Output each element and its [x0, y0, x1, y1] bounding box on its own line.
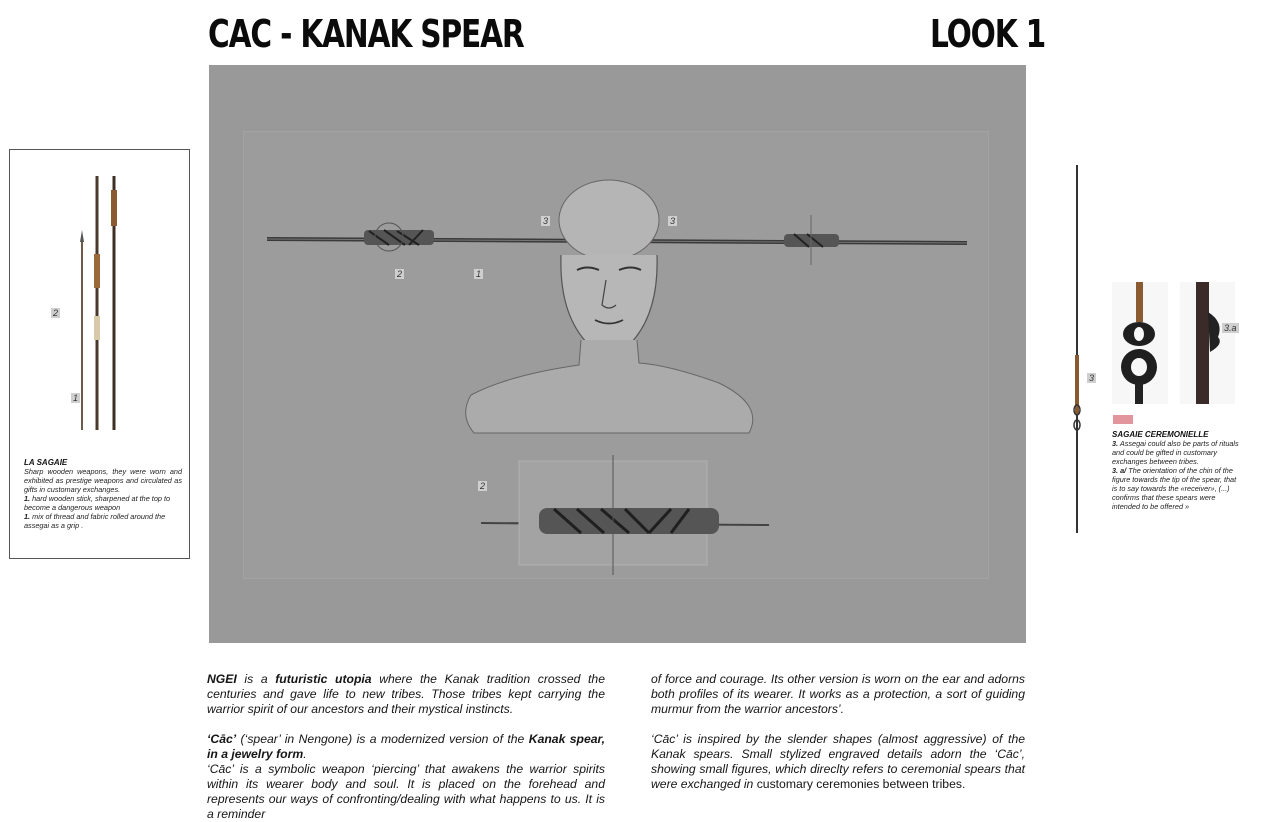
paragraph-force: of force and courage. Its other version is worn on the ear and adorns both profiles of its wearer. It works as a protection, a sort of guiding murmur from the warrior ancestors’. [651, 672, 1025, 716]
sagaie-item-1 [24, 494, 182, 512]
figure-carving-profile [1180, 282, 1235, 404]
text: where the Kanak tradition crossed the centuries and gave life to new tribes. Those tribes kept carrying the warrior spirit of our ancestors and their mystical instincts. [207, 672, 605, 716]
item-text: The orientation of the chin of the figure towards the tip of the spear, that is to say towards the «receiver», (...) confirms that these spears were intended to be offered » [1112, 466, 1237, 511]
label-2-grip: 2 [397, 269, 403, 279]
sagaie-caption [24, 458, 182, 530]
sagaie-title: LA SAGAIE [24, 458, 68, 467]
ceremonial-item-1 [1112, 439, 1242, 466]
item-text: Assegai could also be parts of rituals and could be gifted in customary exchanges between tribes. [1112, 439, 1239, 466]
text: (‘spear’ in Nengone) is a modernized version of the [236, 732, 529, 746]
item-number: 1. [24, 512, 31, 521]
accent-swatch [1113, 415, 1133, 424]
label-3-right: 3 [670, 216, 676, 226]
figure-carving-front [1112, 282, 1168, 404]
sagaie-photo [10, 150, 191, 450]
label-2-detail: 2 [480, 481, 486, 491]
text: . [303, 747, 307, 761]
look-label: LOOK 1 [930, 12, 1046, 56]
emphasis: NGEI [207, 672, 237, 686]
label-3-left: 3 [543, 216, 549, 226]
label-3a: 3.a [1224, 323, 1237, 333]
text: ‘Cāc’ is inspired by the slender shapes (almost aggressive) of the Kanak spears. Small stylized engraved details adorn the ‘Cāc’, showing small figures, which direclty refers to ceremonial spears that were exchanged in [651, 732, 1025, 791]
ceremonial-title: SAGAIE CEREMONIELLE [1112, 430, 1209, 439]
label-1: 1 [73, 393, 79, 403]
item-text: hard wooden stick, sharpened at the top to become a dangerous weapon [24, 494, 171, 512]
main-illustration [209, 65, 1026, 643]
emphasis: futuristic utopia [275, 672, 372, 686]
emphasis: Kanak spear, in a jewelry form [207, 732, 606, 761]
text: ‘Cāc’ is a symbolic weapon ‘piercing’ that awakens the warrior spirits within its wearer body and soul. It is placed on the forehead and represents our ways of confronting/dealing with what happens to us. It is a reminder [207, 762, 605, 821]
ceremonial-spear-photo [1070, 165, 1084, 533]
sagaie-description: Sharp wooden weapons, they were worn and exhibited as prestige weapons and circulated as gifts in customary exchanges. [24, 467, 182, 494]
emphasis: ‘Cāc’ [207, 732, 237, 746]
paragraph-intro [207, 672, 605, 717]
ceremonial-item-2 [1112, 466, 1242, 511]
page-title: CAC - KANAK SPEAR [208, 12, 524, 56]
label-3: 3 [1089, 373, 1095, 383]
paragraph-cac [207, 732, 605, 822]
reference-card-sagaie [9, 149, 190, 559]
item-number: 3. [1112, 439, 1119, 448]
paragraph-inspiration [651, 732, 1025, 792]
text: customary ceremonies between tribes. [756, 777, 966, 791]
spear-portrait-sketch [209, 65, 1026, 643]
item-text: mix of thread and fabric rolled around the assegai as a grip . [24, 512, 166, 530]
label-2: 2 [53, 308, 59, 318]
sagaie-item-2 [24, 512, 182, 530]
label-1-shaft: 1 [476, 269, 482, 279]
ceremonial-caption [1112, 430, 1242, 511]
item-number: 3. a/ [1112, 466, 1127, 475]
body-column-left [207, 672, 605, 822]
item-number: 1. [24, 494, 31, 503]
text: is a [236, 672, 276, 686]
body-column-right [651, 672, 1025, 792]
